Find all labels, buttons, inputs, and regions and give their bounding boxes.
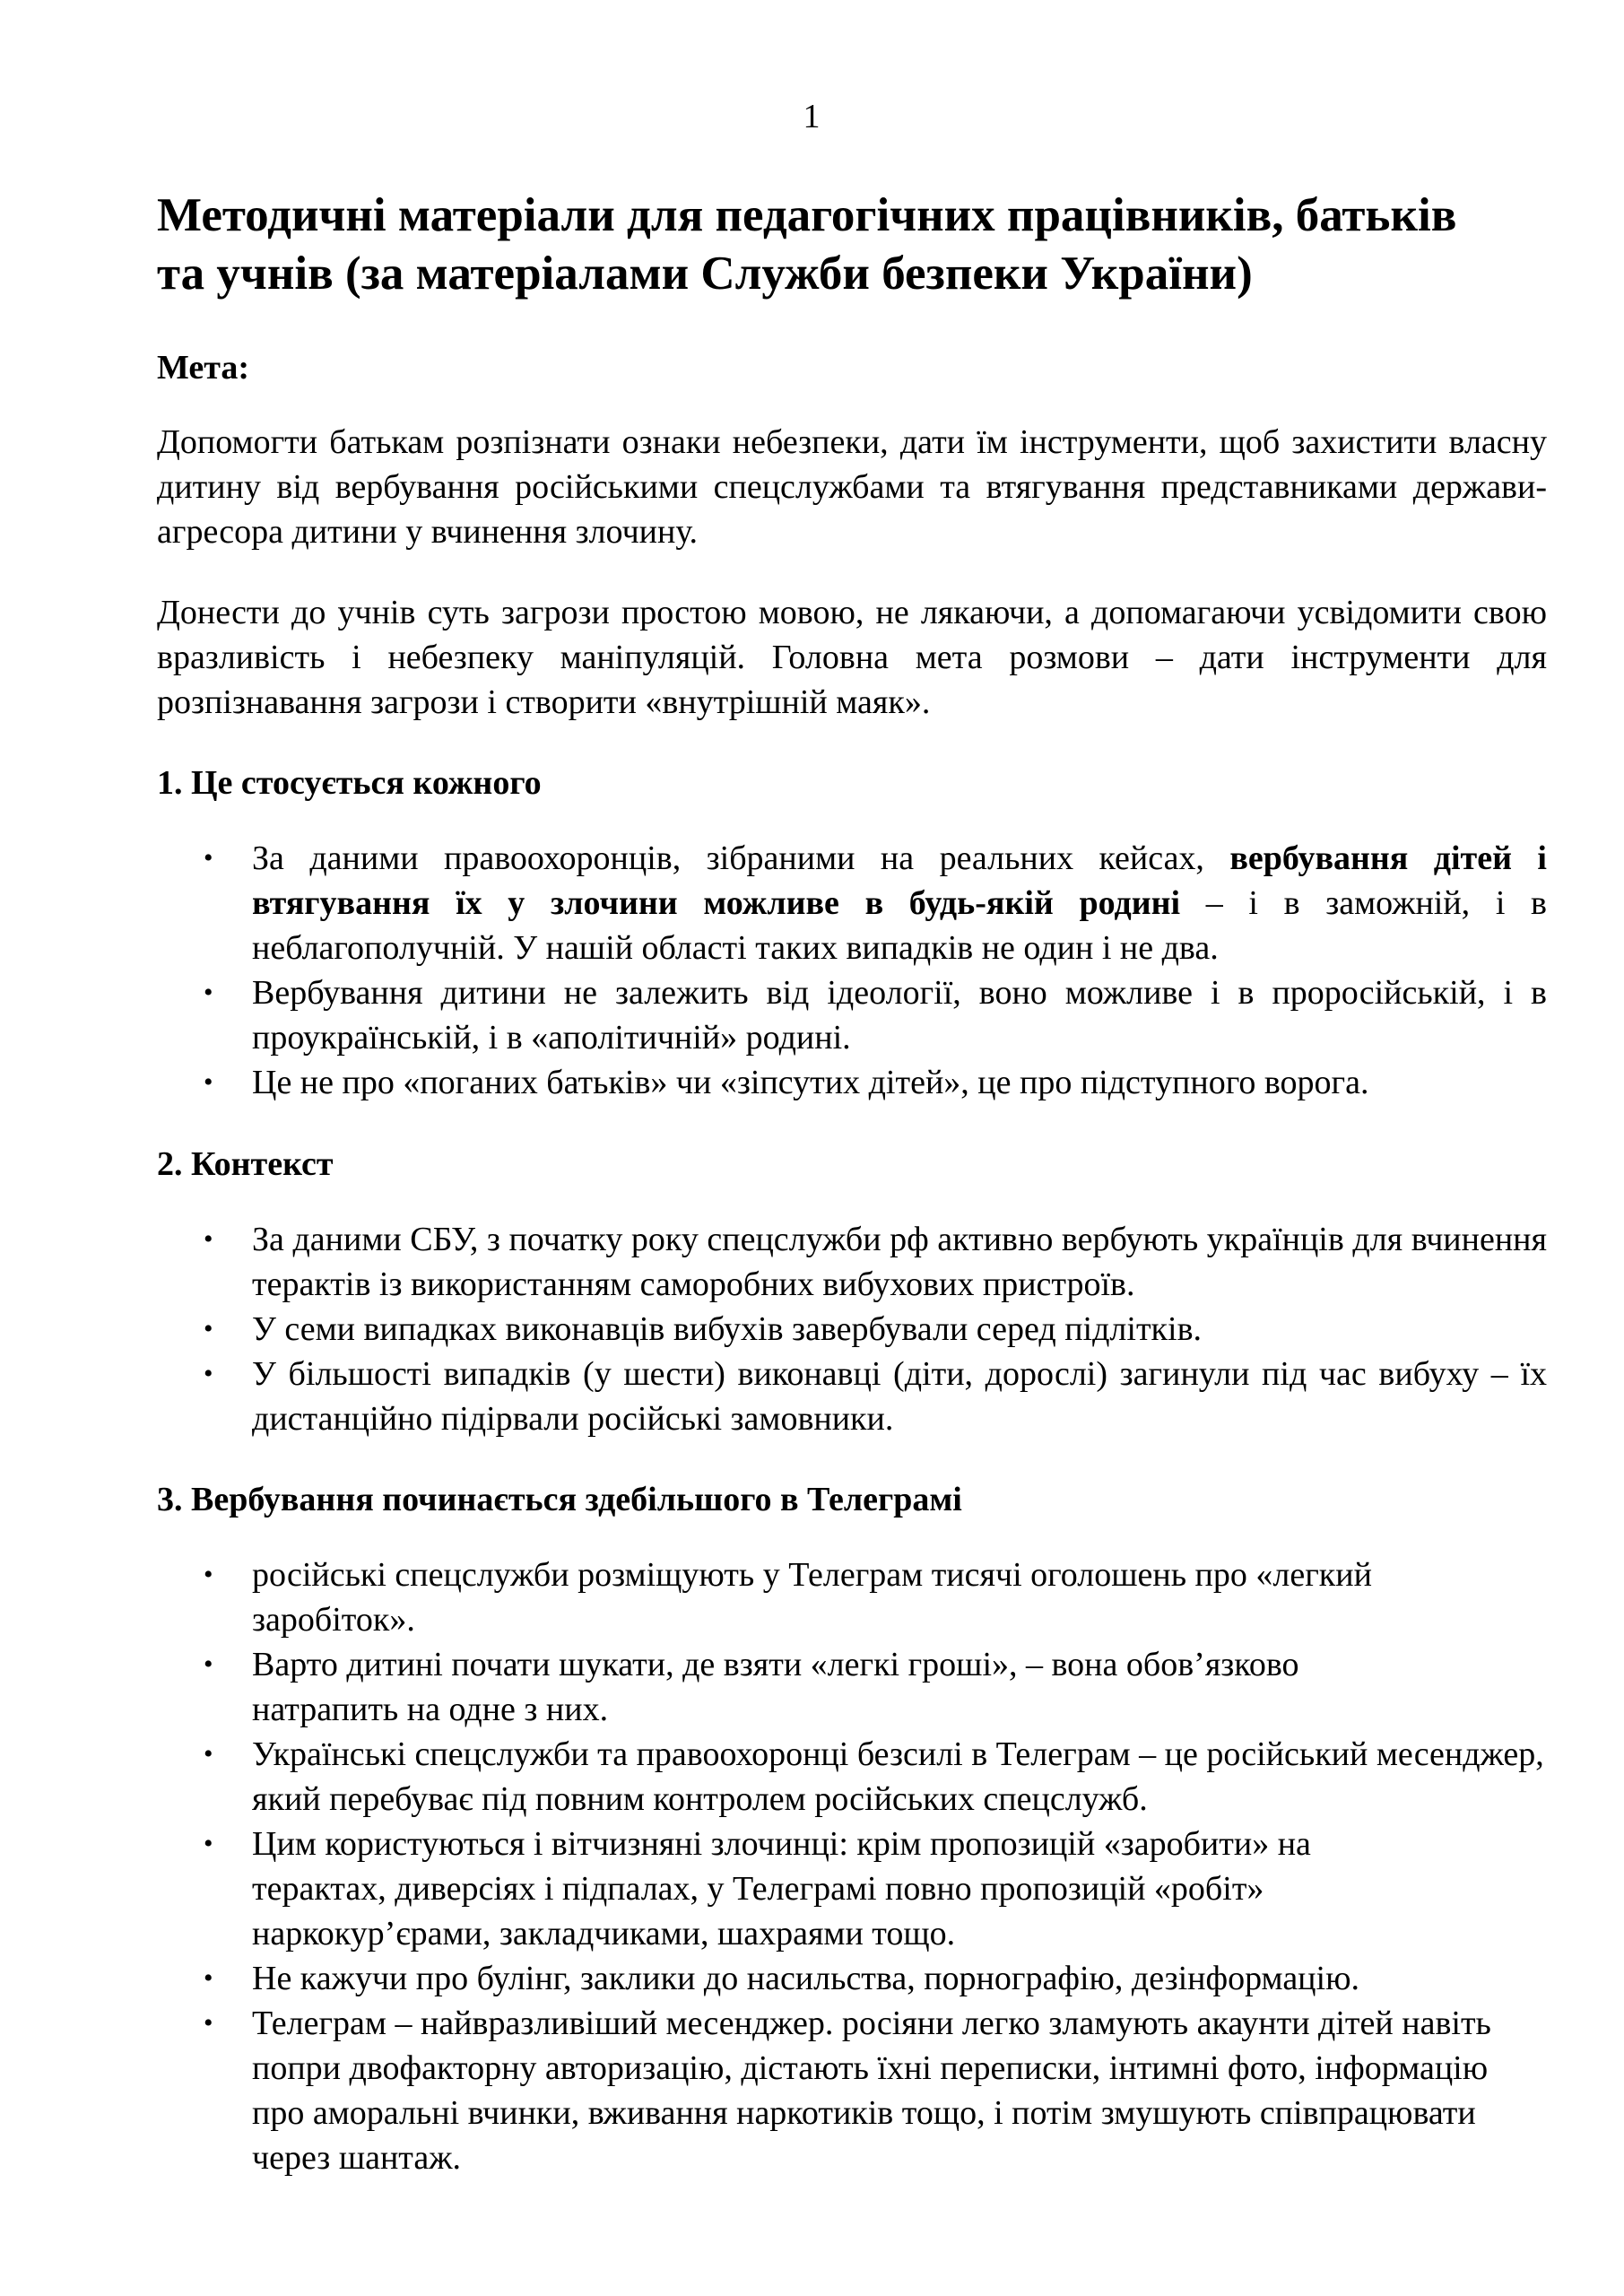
list-item-text: За даними СБУ, з початку року спецслужби рф активно вербують українців для вчинення терактів із використанням саморобних вибухових пристроїв. [252, 1221, 1547, 1303]
bullet-icon: • [204, 1739, 213, 1769]
section-heading-concerns-everyone: 1. Це стосується кожного [157, 764, 542, 802]
section-heading-context: 2. Контекст [157, 1145, 334, 1183]
bullet-icon: • [204, 1829, 213, 1858]
list-item [157, 1956, 1547, 2001]
list-item-text: Не кажучи про булінг, заклики до насильства, порнографію, дезінформацію. [252, 1960, 1359, 1997]
page-number: 1 [803, 98, 821, 135]
section-2-list [157, 1217, 1547, 1441]
list-item [157, 1822, 1547, 1956]
section-3-list [157, 1552, 1547, 2180]
list-item [157, 1642, 1547, 1732]
list-item [157, 1060, 1547, 1105]
bullet-icon: • [204, 843, 213, 873]
list-item-text: – і в заможній, і в неблагополучній. У нашій області таких випадків не один і не два. [252, 884, 1547, 967]
list-item-text: Варто дитині почати шукати, де взяти «легкі гроші», – вона обов’язково натрапить на одне з них. [252, 1646, 1299, 1728]
list-item [157, 1552, 1547, 1642]
list-item [157, 1307, 1547, 1352]
list-item [157, 1732, 1547, 1822]
list-item-text: Телеграм – найвразливіший месенджер. росіяни легко зламують акаунти дітей навіть попри двофакторну авторизацію, дістають їхні переписки, інтимні фото, інформацію про аморальні вчинки, вживання наркотиків тощо, і потім змушують співпрацювати через шантаж. [252, 2005, 1491, 2177]
section-1-list [157, 836, 1547, 1105]
list-item [157, 970, 1547, 1060]
section-heading-telegram: 3. Вербування починається здебільшого в Телеграмі [157, 1481, 962, 1518]
goal-label: Мета: [157, 349, 250, 387]
bullet-icon: • [204, 1224, 213, 1254]
list-item-text: У семи випадках виконавців вибухів завербували серед підлітків. [252, 1310, 1203, 1348]
list-item [157, 1217, 1547, 1307]
bullet-icon: • [204, 1649, 213, 1679]
list-item-text: російські спецслужби розміщують у Телеграм тисячі оголошень про «легкий заробіток». [252, 1556, 1372, 1639]
list-item-emphasis: вербування дітей і втягування їх у злочини можливе в будь-якій родині [252, 839, 1547, 922]
list-item [157, 2001, 1547, 2180]
list-item-text: За даними правоохоронців, зібраними на реальних кейсах, [252, 839, 1230, 877]
goal-paragraph-parents: Допомогти батькам розпізнати ознаки небезпеки, дати їм інструменти, щоб захистити власну дитину від вербування російськими спецслужбами та втягування представниками держави-агресора дитини у вчинення злочину. [157, 423, 1547, 551]
bullet-icon: • [204, 2008, 213, 2038]
bullet-icon: • [204, 978, 213, 1007]
bullet-icon: • [204, 1359, 213, 1388]
list-item [157, 836, 1547, 970]
title-line-2: та учнів (за матеріалами Служби безпеки України) [157, 248, 1253, 300]
list-item [157, 1352, 1547, 1441]
goal-paragraph-students: Донести до учнів суть загрози простою мовою, не лякаючи, а допомагаючи усвідомити свою вразливість і небезпеку маніпуляцій. Головна мета розмови – дати інструменти для розпізнавання загрози і створити «внутрішній маяк». [157, 594, 1547, 721]
bullet-icon: • [204, 1067, 213, 1097]
title-line-1: Методичні матеріали для педагогічних працівників, батьків [157, 189, 1457, 241]
document-title [157, 187, 1556, 303]
bullet-icon: • [204, 1963, 213, 1993]
list-item-text: У більшості випадків (у шести) виконавці (діти, дорослі) загинули під час вибуху – їх дистанційно підірвали російські замовники. [252, 1355, 1547, 1438]
list-item-text: Українські спецслужби та правоохоронці безсилі в Телеграм – це російський месенджер, який перебуває під повним контролем російських спецслужб. [252, 1735, 1544, 1818]
bullet-icon: • [204, 1314, 213, 1344]
list-item-text: Це не про «поганих батьків» чи «зіпсутих дітей», це про підступного ворога. [252, 1064, 1369, 1101]
list-item-text: Цим користуються і вітчизняні злочинці: крім пропозицій «заробити» на терактах, диверсіях і підпалах, у Телеграмі повно пропозицій «робіт» наркокур’єрами, закладчиками, шахраями тощо. [252, 1825, 1311, 1952]
list-item-text: Вербування дитини не залежить від ідеології, воно можливе і в проросійській, і в проукраїнській, і в «аполітичній» родині. [252, 974, 1547, 1057]
bullet-icon: • [204, 1560, 213, 1589]
